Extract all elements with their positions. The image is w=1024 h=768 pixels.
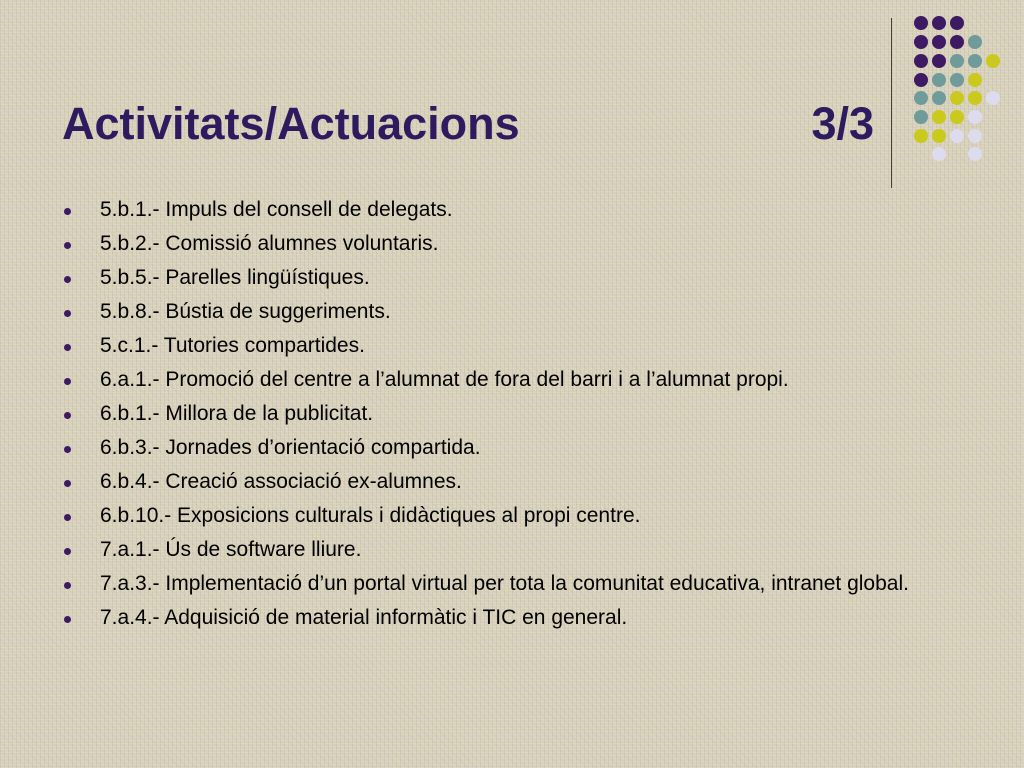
bullet-dot-icon	[64, 378, 71, 385]
bullet-item	[62, 504, 962, 528]
bullet-text: 6.b.4.- Creació associació ex-alumnes.	[100, 470, 462, 493]
bullet-dot-icon	[64, 344, 71, 351]
decorative-dot	[968, 147, 982, 161]
bullet-text: 7.a.1.- Ús de software lliure.	[100, 538, 362, 561]
decorative-dot	[950, 54, 964, 68]
decorative-dot	[914, 110, 928, 124]
decorative-dot	[932, 35, 946, 49]
decorative-dot	[968, 54, 982, 68]
bullet-text: 5.c.1.- Tutories compartides.	[100, 334, 365, 357]
bullet-item	[62, 300, 962, 324]
decorative-dot	[986, 54, 1000, 68]
decorative-dot	[968, 110, 982, 124]
decorative-dot	[950, 91, 964, 105]
decorative-dot	[950, 129, 964, 143]
decorative-dot	[950, 110, 964, 124]
bullet-dot-icon	[64, 616, 71, 623]
bullet-item	[62, 368, 962, 392]
decorative-dot	[968, 91, 982, 105]
bullet-dot-icon	[64, 548, 71, 555]
bullet-dot-icon	[64, 582, 71, 589]
decorative-dot	[914, 91, 928, 105]
decorative-dot	[932, 147, 946, 161]
decorative-dot	[968, 35, 982, 49]
decorative-dot	[914, 16, 928, 30]
bullet-text: 7.a.3.- Implementació d’un portal virtual per tota la comunitat educativa, intranet global.	[100, 572, 909, 595]
decorative-dot	[914, 54, 928, 68]
bullet-item	[62, 266, 962, 290]
bullet-dot-icon	[64, 276, 71, 283]
bullet-text: 6.b.1.- Millora de la publicitat.	[100, 402, 374, 425]
bullet-text: 6.b.10.- Exposicions culturals i didàctiques al propi centre.	[100, 504, 641, 527]
bullet-dot-icon	[64, 242, 71, 249]
decorative-dot	[932, 73, 946, 87]
bullet-item	[62, 470, 962, 494]
bullet-text: 5.b.1.- Impuls del consell de delegats.	[100, 198, 453, 221]
decorative-dot	[950, 73, 964, 87]
bullet-dot-icon	[64, 480, 71, 487]
bullet-dot-icon	[64, 208, 71, 215]
bullet-item	[62, 572, 962, 596]
bullet-text: 5.b.8.- Bústia de suggeriments.	[100, 300, 391, 323]
bullet-item	[62, 538, 962, 562]
bullet-item	[62, 198, 962, 222]
decorative-dot	[968, 129, 982, 143]
bullet-text: 7.a.4.- Adquisició de material informàtic i TIC en general.	[100, 606, 628, 629]
decorative-dot	[986, 91, 1000, 105]
decorative-dot	[914, 73, 928, 87]
decorative-dot	[932, 129, 946, 143]
bullet-item	[62, 232, 962, 256]
bullet-dot-icon	[64, 310, 71, 317]
bullet-text: 6.a.1.- Promoció del centre a l’alumnat de fora del barri i a l’alumnat propi.	[100, 368, 789, 391]
decorative-dot	[914, 129, 928, 143]
bullet-dot-icon	[64, 446, 71, 453]
bullet-dot-icon	[64, 412, 71, 419]
bullet-item	[62, 606, 962, 630]
decorative-dot	[932, 54, 946, 68]
decorative-dot	[932, 110, 946, 124]
bullet-item	[62, 402, 962, 426]
bullet-text: 6.b.3.- Jornades d’orientació compartida.	[100, 436, 481, 459]
slide-title: Activitats/Actuacions	[62, 98, 520, 149]
decorative-dot	[968, 73, 982, 87]
decorative-dot	[932, 16, 946, 30]
decorative-dot-grid	[0, 0, 1024, 200]
decorative-dot	[914, 35, 928, 49]
decorative-dot	[932, 91, 946, 105]
slide-page-number: 3/3	[811, 98, 874, 149]
decorative-dot	[950, 35, 964, 49]
bullet-item	[62, 334, 962, 358]
bullet-list	[62, 198, 962, 640]
bullet-text: 5.b.5.- Parelles lingüístiques.	[100, 266, 370, 289]
bullet-dot-icon	[64, 514, 71, 521]
bullet-item	[62, 436, 962, 460]
decorative-dot	[950, 16, 964, 30]
bullet-text: 5.b.2.- Comissió alumnes voluntaris.	[100, 232, 439, 255]
